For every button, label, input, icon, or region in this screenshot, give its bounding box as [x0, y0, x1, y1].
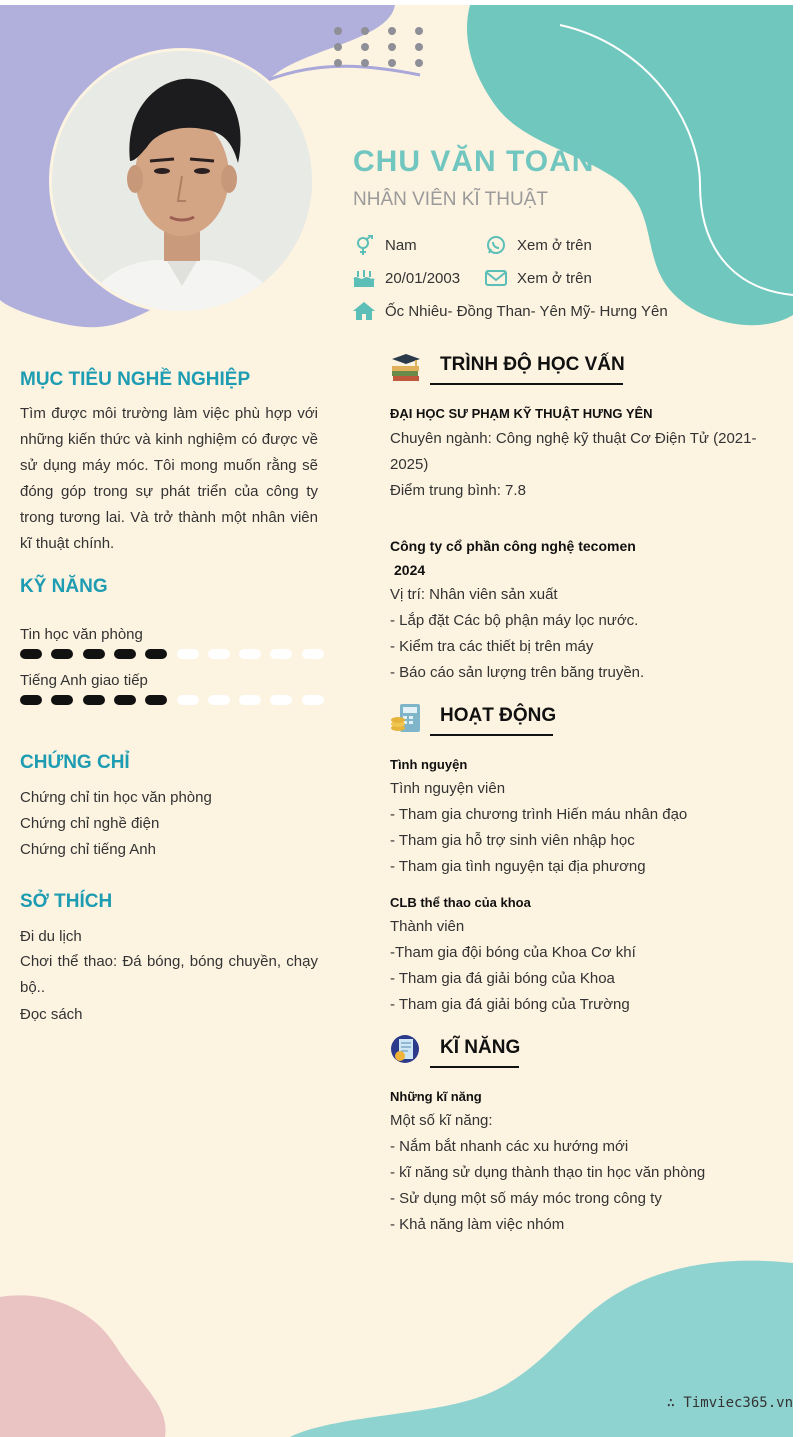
- skill-dot-empty: [302, 695, 324, 705]
- skills-heading: KỸ NĂNG: [20, 576, 108, 597]
- contact-birthday: [353, 268, 460, 288]
- company-name: Công ty cổ phần công nghệ tecomen: [390, 538, 636, 554]
- activity-line: - Tham gia chương trình Hiến máu nhân đạo: [390, 806, 688, 823]
- profile-photo: [52, 51, 312, 311]
- home-icon: [353, 301, 375, 321]
- birthday-cake-icon: [353, 268, 375, 288]
- skill-dot-empty: [177, 695, 199, 705]
- skill-dot-filled: [51, 649, 73, 659]
- skill-dot-empty: [239, 649, 261, 659]
- skill-rating: [20, 649, 320, 659]
- contact-email: [485, 268, 592, 288]
- envelope-icon: [485, 268, 507, 288]
- activity-line: - Tham gia đá giải bóng của Trường: [390, 996, 630, 1013]
- job-title: NHÂN VIÊN KĨ THUẬT: [353, 189, 548, 210]
- phone-text: Xem ở trên: [517, 236, 592, 254]
- work-year: 2024: [394, 562, 426, 578]
- hobby-item: Chơi thể thao: Đá bóng, bóng chuyền, chạy bộ..: [20, 953, 318, 996]
- skill-dot-filled: [20, 695, 42, 705]
- activity-line: Thành viên: [390, 918, 465, 935]
- heading-underline: [430, 734, 553, 736]
- contact-phone: [485, 235, 592, 255]
- birthday-text: 20/01/2003: [385, 269, 461, 287]
- hobby-item: Đọc sách: [20, 1006, 83, 1023]
- email-text: Xem ở trên: [517, 269, 592, 287]
- calculator-coins-icon: [390, 702, 422, 734]
- skill-dot-filled: [114, 695, 136, 705]
- school-name: ĐẠI HỌC SƯ PHẠM KỸ THUẬT HƯNG YÊN: [390, 406, 653, 421]
- skill-label: Tin học văn phòng: [20, 626, 143, 643]
- activity-title: CLB thể thao của khoa: [390, 895, 531, 910]
- certificate-item: Chứng chỉ tin học văn phòng: [20, 789, 212, 806]
- heading-underline: [430, 1066, 519, 1068]
- contact-address: [353, 301, 668, 321]
- skill-dot-empty: [239, 695, 261, 705]
- gender-text: Nam: [385, 236, 417, 254]
- objective-heading: MỤC TIÊU NGHỀ NGHIỆP: [20, 369, 251, 390]
- skills-subtitle: Những kĩ năng: [390, 1089, 482, 1104]
- skill-rating: [20, 695, 320, 705]
- activity-line: Tình nguyện viên: [390, 780, 506, 797]
- skill-dot-filled: [145, 695, 167, 705]
- hobby-item: Đi du lịch: [20, 928, 82, 945]
- work-line: - Lắp đặt Các bộ phận máy lọc nước.: [390, 612, 639, 629]
- skills-right-title: KĨ NĂNG: [440, 1037, 521, 1058]
- education-title: TRÌNH ĐỘ HỌC VẤN: [440, 354, 625, 375]
- skill-dot-filled: [51, 695, 73, 705]
- activity-line: - Tham gia tình nguyện tại địa phương: [390, 858, 646, 875]
- candidate-name: CHU VĂN TOÀN: [353, 145, 595, 178]
- graduation-books-icon: [390, 351, 422, 383]
- activity-line: - Tham gia hỗ trợ sinh viên nhập học: [390, 832, 635, 849]
- contact-gender: [353, 235, 417, 255]
- certificate-item: Chứng chỉ tiếng Anh: [20, 841, 156, 858]
- work-line: - Kiểm tra các thiết bị trên máy: [390, 638, 594, 655]
- skill-line: - Sử dụng một số máy móc trong công ty: [390, 1190, 662, 1207]
- skill-dot-empty: [270, 695, 292, 705]
- skill-line: - kĩ năng sử dụng thành thạo tin học văn phòng: [390, 1164, 706, 1181]
- skill-dot-empty: [177, 649, 199, 659]
- work-line: Vị trí: Nhân viên sản xuất: [390, 586, 558, 603]
- activity-title: Tình nguyện: [390, 757, 468, 772]
- gender-icon: [353, 235, 375, 255]
- skill-dot-filled: [20, 649, 42, 659]
- education-gpa: Điểm trung bình: 7.8: [390, 482, 526, 499]
- skill-dot-filled: [83, 649, 105, 659]
- cv-page: [0, 5, 793, 1437]
- education-major: Chuyên ngành: Công nghệ kỹ thuật Cơ Điện Tử (2021-2025): [390, 430, 757, 473]
- skill-dot-filled: [83, 695, 105, 705]
- skill-line: Một số kĩ năng:: [390, 1112, 493, 1129]
- watermark: ∴ Timviec365.vn: [666, 1395, 793, 1411]
- heading-underline: [430, 383, 623, 385]
- hobbies-heading: SỞ THÍCH: [20, 891, 113, 912]
- skill-line: - Nắm bắt nhanh các xu hướng mới: [390, 1138, 629, 1155]
- objective-text: Tìm được môi trường làm việc phù hợp với những kiến thức và kinh nghiệm có được về sử dụng máy móc. Tôi mong muốn rằng sẽ đóng góp trong sự phát triển của công ty trong tương lai. Và trở thành một nhân viên kĩ thuật chính.: [20, 405, 318, 552]
- certificate-item: Chứng chỉ nghề điện: [20, 815, 160, 832]
- skill-dot-empty: [208, 695, 230, 705]
- skill-dot-empty: [208, 649, 230, 659]
- skill-line: - Khả năng làm việc nhóm: [390, 1216, 565, 1233]
- activities-title: HOẠT ĐỘNG: [440, 705, 557, 726]
- certificates-heading: CHỨNG CHỈ: [20, 752, 130, 773]
- certificate-badge-icon: [390, 1034, 422, 1066]
- activity-line: - Tham gia đá giải bóng của Khoa: [390, 970, 615, 987]
- skill-dot-empty: [270, 649, 292, 659]
- whatsapp-icon: [485, 235, 507, 255]
- work-line: - Báo cáo sản lượng trên băng truyền.: [390, 664, 645, 681]
- skill-dot-empty: [302, 649, 324, 659]
- skill-label: Tiếng Anh giao tiếp: [20, 672, 148, 689]
- skill-dot-filled: [114, 649, 136, 659]
- address-text: Ốc Nhiêu- Đồng Than- Yên Mỹ- Hưng Yên: [385, 302, 668, 320]
- skill-dot-filled: [145, 649, 167, 659]
- activity-line: -Tham gia đội bóng của Khoa Cơ khí: [390, 944, 636, 961]
